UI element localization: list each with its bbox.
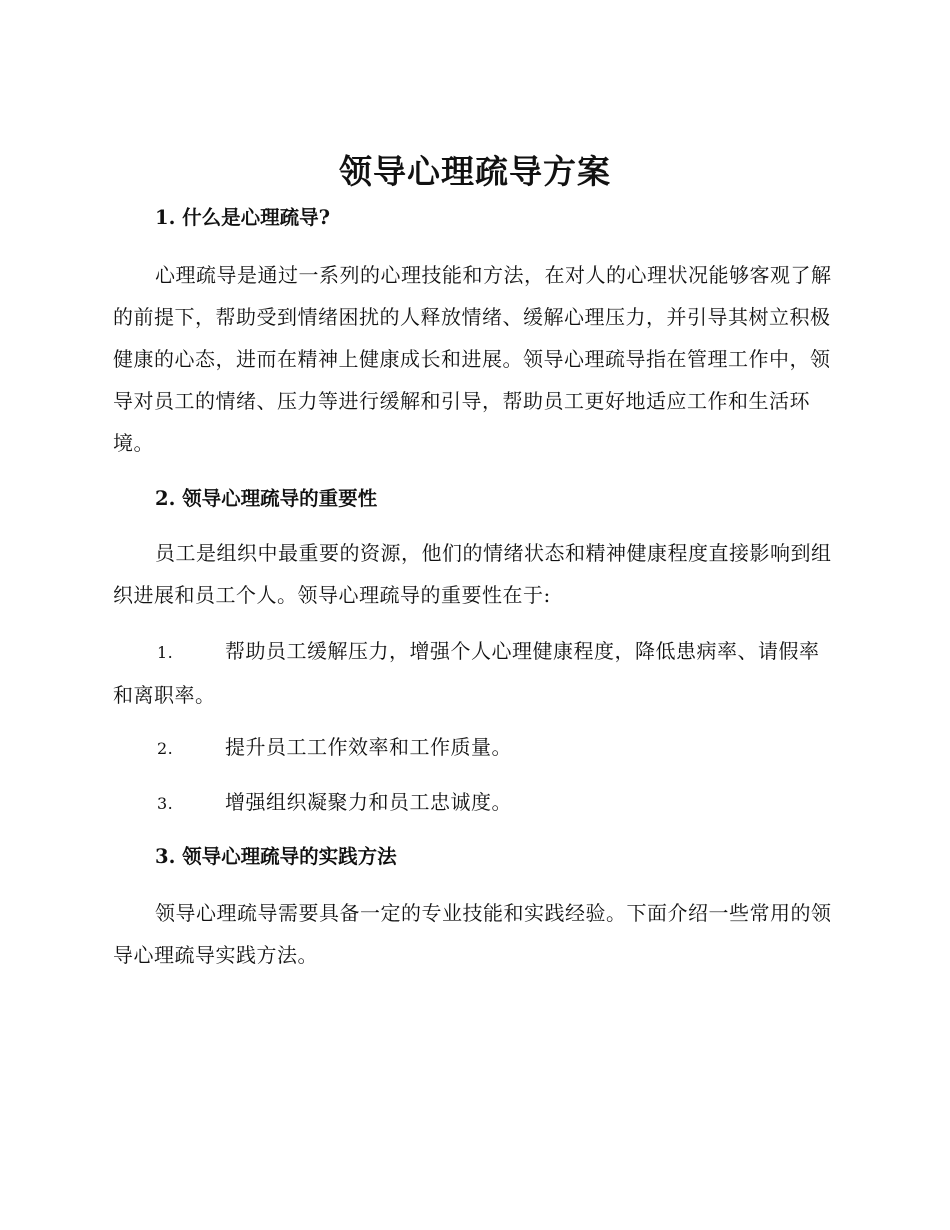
list-item-2-text: 提升员工工作效率和工作质量。 (225, 735, 512, 759)
list-item-3-number: 3. (157, 794, 174, 813)
list-item-3 (113, 781, 833, 825)
document-title: 领导心理疏导方案 (339, 152, 611, 191)
list-item-3-text: 增强组织凝聚力和员工忠诚度。 (225, 790, 512, 814)
section-1-heading: 1. 什么是心理疏导? (155, 206, 331, 229)
list-item-2-number: 2. (157, 739, 174, 758)
list-item-1-number: 1. (157, 643, 174, 662)
list-item-1-text: 帮助员工缓解压力，增强个人心理健康程度，降低患病率、请假率和离职率。 (113, 639, 820, 707)
section-2-paragraph: 员工是组织中最重要的资源，他们的情绪状态和精神健康程度直接影响到组织进展和员工个人。领导心理疏导的重要性在于: (113, 541, 832, 607)
list-item-2 (113, 726, 833, 770)
section-3-heading: 3. 领导心理疏导的实践方法 (155, 845, 397, 868)
list-item-1 (113, 630, 833, 716)
section-2-heading: 2. 领导心理疏导的重要性 (155, 487, 378, 510)
section-3-paragraph: 领导心理疏导需要具备一定的专业技能和实践经验。下面介绍一些常用的领导心理疏导实践方法。 (113, 901, 832, 967)
section-1-paragraph: 心理疏导是通过一系列的心理技能和方法，在对人的心理状况能够客观了解的前提下，帮助受到情绪困扰的人释放情绪、缓解心理压力，并引导其树立积极健康的心态，进而在精神上健康成长和进展。领导心理疏导指在管理工作中，领导对员工的情绪、压力等进行缓解和引导，帮助员工更好地适应工作和生活环境。 (113, 263, 832, 455)
